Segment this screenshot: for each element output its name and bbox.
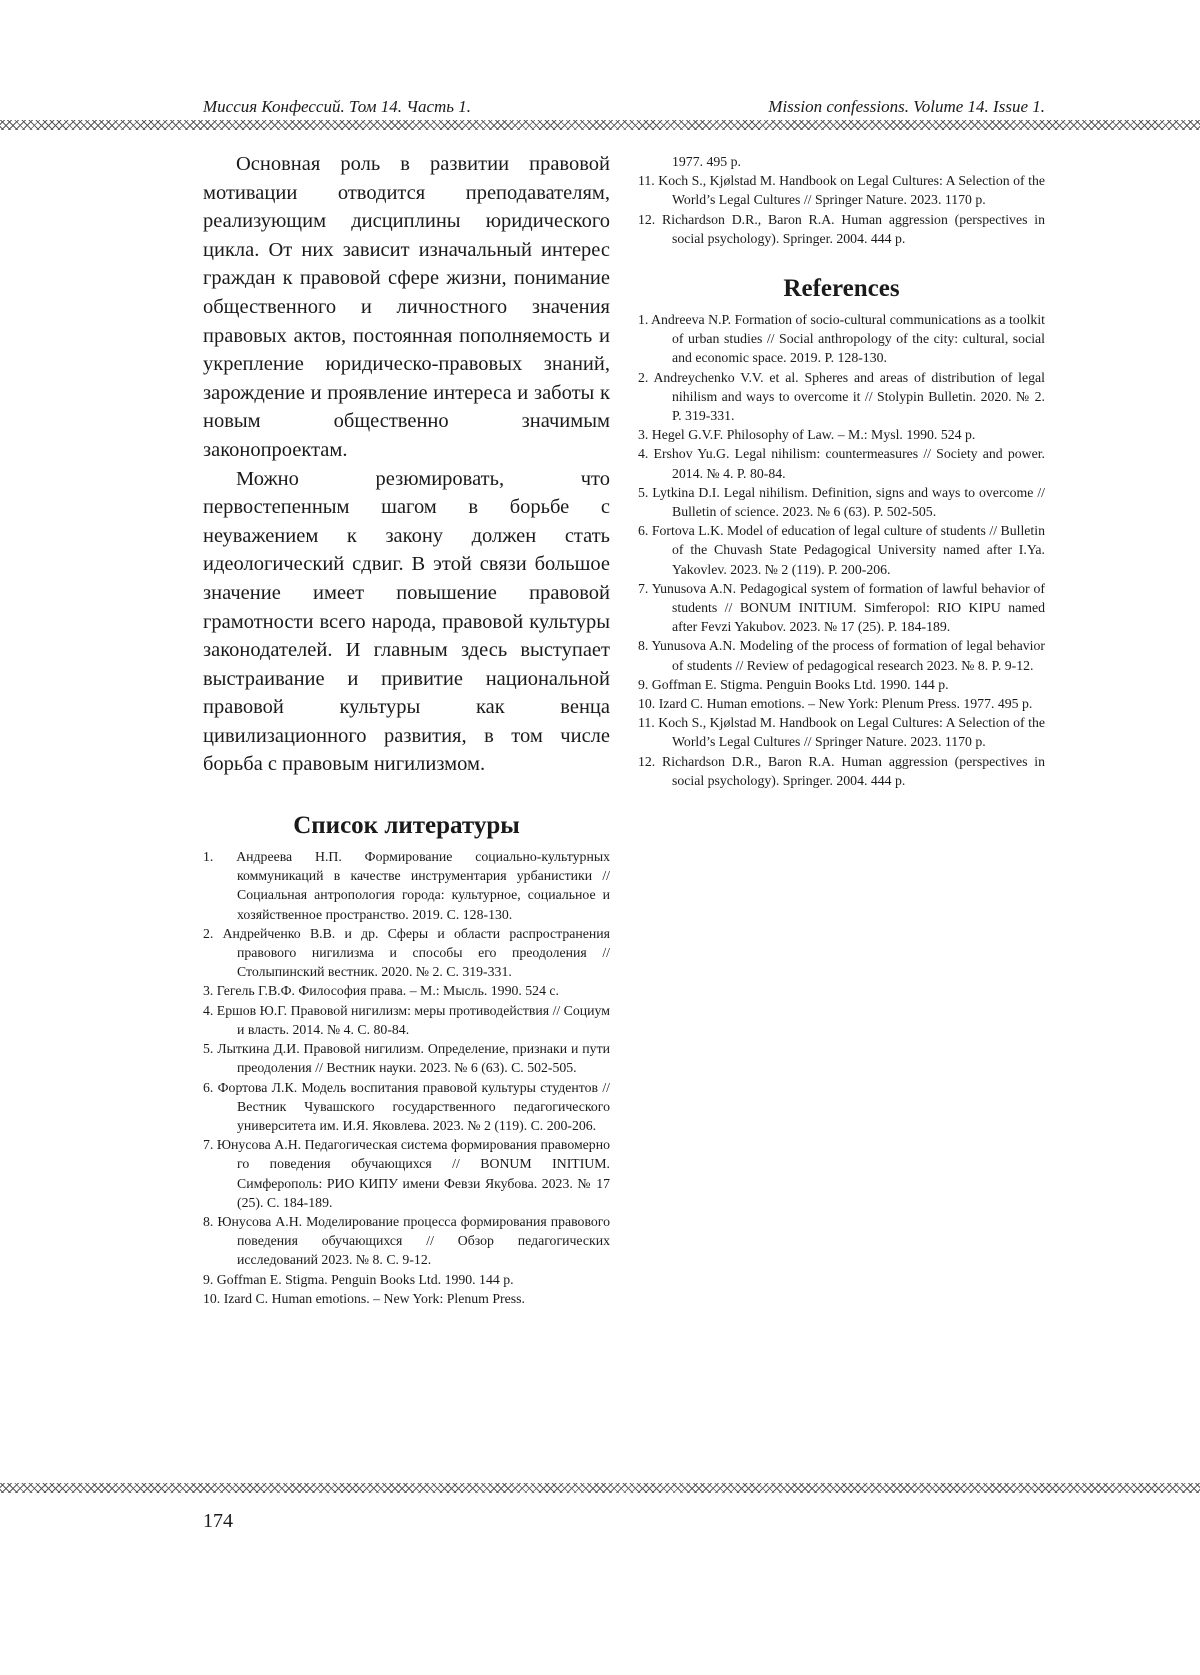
body-paragraph: Основная роль в развитии правовой мотивации отводится преподавателям, реализующим дисциплины юридического цикла. От них зависит изначальный интерес граждан к правовой сфере жизни, понимание общественного и личностного значения правовых актов, постоянная пополняемость и укрепление юридическо-правовых знаний, зарождение и проявление интереса и заботы к новым общественно значимым законопроектам. (203, 153, 610, 461)
reference-item: 2. Андрейченко В.В. и др. Сферы и области распространения правового нигилизма и способы его преодоления // Столыпинский вестник. 2020. № 2. С. 319-331. (203, 925, 610, 980)
ru-references-title: Список литературы (293, 812, 520, 840)
reference-item: 3. Hegel G.V.F. Philosophy of Law. – M.: Mysl. 1990. 524 p. (638, 427, 976, 443)
reference-item: 4. Ershov Yu.G. Legal nihilism: countermeasures // Society and power. 2014. № 4. P. 80-84. (638, 446, 1045, 481)
reference-item: 9. Goffman E. Stigma. Penguin Books Ltd. 1990. 144 p. (203, 1271, 514, 1287)
reference-item: 10. Izard C. Human emotions. – New York: Plenum Press. (203, 1290, 525, 1306)
reference-item: 11. Koch S., Kjølstad M. Handbook on Legal Cultures: A Selection of the World’s Legal Cultures // Springer Nature. 2023. 1170 p. (638, 173, 1045, 208)
reference-item: 10. Izard C. Human emotions. – New York: Plenum Press. 1977. 495 p. (638, 696, 1033, 712)
reference-item: 8. Yunusova A.N. Modeling of the process of formation of legal behavior of students // Review of pedagogical research 2023. № 8. P. 9-12. (638, 638, 1045, 673)
body-text (203, 150, 610, 779)
reference-item: 7. Юнусова А.Н. Педагогическая система формирования правомерно го поведения обучающихся // BONUM INITIUM. Симферополь: РИО КИПУ имени Февзи Якубова. 2023. № 17 (25). С. 184-189. (203, 1137, 610, 1210)
en-references-list (638, 310, 1045, 790)
reference-item: 8. Юнусова А.Н. Моделирование процесса формирования правового поведения обучающихся // Обзор педагогических исследований 2023. № 8. С. 9-12. (203, 1213, 610, 1268)
reference-item: 3. Гегель Г.В.Ф. Философия права. – М.: Мысль. 1990. 524 с. (203, 983, 559, 999)
header-ornament-rule (0, 120, 1200, 130)
reference-item: 7. Yunusova A.N. Pedagogical system of formation of lawful behavior of students // BONUM INITIUM. Simferopol: RIO KIPU named after Fevzi Yakubov. 2023. № 17 (25). P. 184-189. (638, 580, 1045, 635)
ru-references-list (203, 847, 610, 1308)
reference-item: 1. Andreeva N.P. Formation of socio-cultural communications as a toolkit of urban studies // Social anthropology of the city: cultural, social and economic space. 2019. P. 128-130. (638, 312, 1045, 366)
reference-item: 6. Фортова Л.К. Модель воспитания правовой культуры студентов // Вестник Чувашского государственного педагогического университета им. И.Я. Яковлева. 2023. № 2 (119). С. 200-206. (203, 1079, 610, 1133)
right-column (638, 152, 1045, 790)
reference-item: 5. Lytkina D.I. Legal nihilism. Definition, signs and ways to overcome // Bulletin of science. 2023. № 6 (63). P. 502-505. (638, 484, 1045, 520)
header-right: Mission confessions. Volume 14. Issue 1. (768, 97, 1045, 116)
header-left: Миссия Конфессий. Том 14. Часть 1. (203, 97, 472, 116)
reference-item-continuation: 1977. 495 p. (672, 154, 741, 169)
ru-references-list-continued (638, 152, 1045, 248)
body-paragraph: Можно резюмировать, что первостепенным шагом в борьбе с неуважением к закону должен стать идеологический сдвиг. В этой связи большое значение имеет повышение правовой грамотности всего народа, правовой культуры законодателей. И главным здесь выступает выстраивание и привитие национальной правовой культуры как венца цивилизационного развития, в том числе борьба с правовым нигилизмом. (203, 467, 610, 776)
reference-item: 11. Koch S., Kjølstad M. Handbook on Legal Cultures: A Selection of the World’s Legal Cultures // Springer Nature. 2023. 1170 p. (638, 715, 1045, 750)
reference-item: 1. Андреева Н.П. Формирование социально-культурных коммуникаций в качестве инструментария урбанистики // Социальная антропология города: культурное, социальное и хозяйственное пространство. 2019. С. 128-130. (203, 849, 610, 922)
reference-item: 5. Лыткина Д.И. Правовой нигилизм. Определение, признаки и пути преодоления // Вестник науки. 2023. № 6 (63). С. 502-505. (203, 1041, 610, 1076)
left-column (203, 150, 610, 1308)
en-references-title: References (783, 275, 900, 303)
reference-item: 6. Fortova L.K. Model of education of legal culture of students // Bulletin of the Chuvash State Pedagogical University named after I.Ya. Yakovlev. 2023. № 2 (119). P. 200-206. (638, 523, 1045, 577)
reference-item: 9. Goffman E. Stigma. Penguin Books Ltd. 1990. 144 p. (638, 676, 949, 692)
reference-item: 12. Richardson D.R., Baron R.A. Human aggression (perspectives in social psychology). Springer. 2004. 444 p. (638, 753, 1045, 788)
reference-item: 2. Andreychenko V.V. et al. Spheres and areas of distribution of legal nihilism and ways to overcome it // Stolypin Bulletin. 2020. № 2. P. 319-331. (638, 369, 1045, 424)
reference-item: 12. Richardson D.R., Baron R.A. Human aggression (perspectives in social psychology). Springer. 2004. 444 p. (638, 211, 1045, 246)
page-number: 174 (203, 1510, 233, 1532)
running-header (203, 96, 1045, 118)
reference-item: 4. Ершов Ю.Г. Правовой нигилизм: меры противодействия // Социум и власть. 2014. № 4. С. 80-84. (203, 1002, 610, 1037)
footer-ornament-rule (0, 1483, 1200, 1493)
